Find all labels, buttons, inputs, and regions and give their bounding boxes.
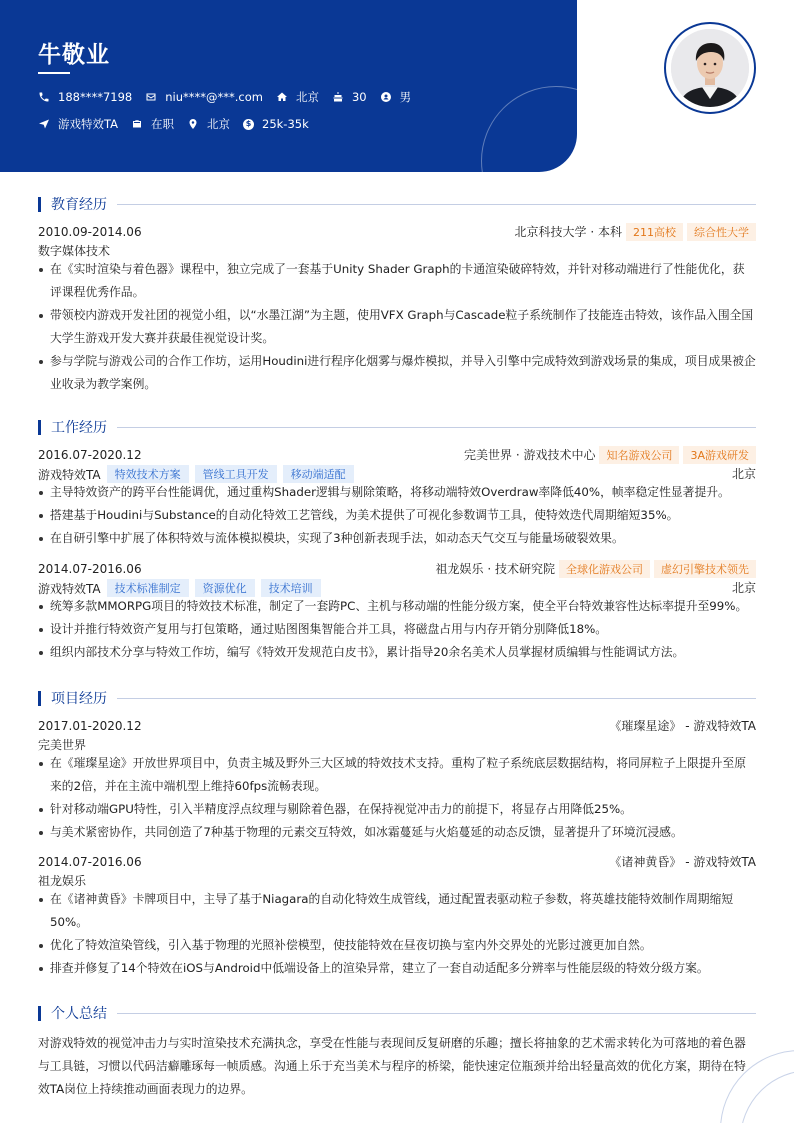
work-bullet-list — [38, 595, 756, 664]
education-entry-header — [38, 223, 756, 240]
list-item: 针对移动端GPU特性，引入半精度浮点纹理与剔除着色器，在保持视觉冲击力的前提下，将显存占用降低25%。 — [38, 798, 756, 821]
list-item: 搭建基于Houdini与Substance的自动化特效工艺管线，为美术提供了可视化参数调节工具，使特效迭代周期缩短35%。 — [38, 504, 756, 527]
resume-header — [0, 0, 577, 172]
section-title: 项目经历 — [51, 691, 107, 707]
project-bullet-list — [38, 752, 756, 844]
section-divider — [117, 204, 756, 205]
avatar-frame — [664, 22, 756, 114]
projects-section-header — [38, 689, 756, 707]
send-icon — [38, 118, 50, 130]
email-address: niu****@***.com — [165, 90, 263, 104]
company-tag: 知名游戏公司 — [599, 446, 679, 464]
section-marker — [38, 420, 41, 435]
expected-salary: 25k-35k — [262, 117, 309, 131]
phone-number: 188****7198 — [58, 90, 133, 104]
company-tag: 虚幻引擎技术领先 — [654, 560, 756, 578]
salary-item — [243, 117, 309, 131]
section-marker — [38, 1006, 41, 1021]
list-item: 统筹多款MMORPG项目的特效技术标准，制定了一套跨PC、主机与移动端的性能分级方案，使全平台特效兼容性达标率提升至99%。 — [38, 595, 756, 618]
age: 30 — [351, 90, 367, 104]
list-item: 主导特效资产的跨平台性能调优，通过重构Shader逻辑与剔除策略，将移动端特效Overdraw率降低40%，帧率稳定性显著提升。 — [38, 481, 756, 504]
skill-tag: 移动端适配 — [283, 465, 354, 483]
contact-info-row — [38, 89, 424, 105]
phone-icon — [38, 91, 50, 103]
education-section-header — [38, 195, 756, 213]
section-title: 教育经历 — [51, 197, 107, 213]
education-major: 数字媒体技术 — [38, 244, 111, 258]
avatar — [671, 29, 749, 107]
school-tag: 211高校 — [626, 223, 683, 241]
education-date: 2010.09-2014.06 — [38, 224, 142, 239]
email-icon — [145, 91, 157, 103]
section-marker — [38, 691, 41, 706]
gender-item — [380, 89, 412, 105]
section-marker — [38, 197, 41, 212]
work-company-block — [436, 560, 756, 578]
skill-tag: 特效技术方案 — [107, 465, 189, 483]
list-item: 排查并修复了14个特效在iOS与Android中低端设备上的渲染异常，建立了一套自动适配多分辨率与性能层级的特效分级方案。 — [38, 957, 756, 980]
gender: 男 — [399, 90, 412, 104]
candidate-name: 牛敬业 — [38, 42, 110, 68]
job-role: 游戏特效TA — [38, 581, 101, 596]
work-city: 北京 — [731, 467, 756, 481]
project-date: 2014.07-2016.06 — [38, 854, 142, 869]
section-title: 个人总结 — [51, 1006, 107, 1022]
job-intention-row — [38, 116, 322, 132]
job-target: 游戏特效TA — [58, 117, 118, 131]
section-title: 工作经历 — [51, 420, 107, 436]
work-entry-header — [38, 560, 756, 577]
skill-tag: 技术培训 — [261, 579, 321, 597]
project-company: 完美世界 — [38, 738, 87, 752]
cake-icon — [332, 91, 344, 103]
company-name: 完美世界 · 游戏技术中心 — [464, 448, 596, 462]
work-city: 北京 — [731, 581, 756, 595]
personal-summary: 对游戏特效的视觉冲击力与实时渲染技术充满执念，享受在性能与表现间反复研磨的乐趣；擅长将抽象的艺术需求转化为可落地的着色器与工具链，习惯以代码洁癖雕琢每一帧质感。沟通上乐于充当美术与程序的桥梁，能快速定位瓶颈并给出轻量高效的优化方案，期待在特效TA岗位上持续推动画面表现力的边界。 — [38, 1036, 746, 1096]
list-item: 在《实时渲染与着色器》课程中，独立完成了一套基于Unity Shader Graph的卡通渲染破碎特效，并针对移动端进行了性能优化，获评课程优秀作品。 — [38, 258, 756, 304]
company-tag: 全球化游戏公司 — [559, 560, 650, 578]
list-item: 与美术紧密协作，共同创造了7种基于物理的元素交互特效，如冰霜蔓延与火焰蔓延的动态反馈，显著提升了环境沉浸感。 — [38, 821, 756, 844]
target-city-item — [187, 116, 230, 132]
briefcase-icon — [131, 118, 143, 130]
age-item — [332, 90, 367, 104]
location-item — [276, 89, 319, 105]
person-icon — [380, 91, 392, 103]
list-item: 在《诸神黄昏》卡牌项目中，主导了基于Niagara的自动化特效生成管线，通过配置表驱动粒子参数，将英雄技能特效制作周期缩短50%。 — [38, 888, 756, 934]
project-date: 2017.01-2020.12 — [38, 718, 142, 733]
project-entry-header — [38, 853, 756, 870]
portrait-illustration — [671, 29, 749, 107]
location: 北京 — [295, 90, 319, 104]
list-item: 在《璀璨星途》开放世界项目中，负责主城及野外三大区域的特效技术支持。重构了粒子系统底层数据结构，将同屏粒子上限提升至原来的2倍，并在主流中端机型上维持60fps流畅表现。 — [38, 752, 756, 798]
list-item: 带领校内游戏开发社团的视觉小组，以“水墨江湖”为主题，使用VFX Graph与Cascade粒子系统制作了技能连击特效，该作品入围全国大学生游戏开发大赛并获最佳视觉设计奖。 — [38, 304, 756, 350]
money-icon: $ — [243, 119, 254, 130]
employment-status: 在职 — [151, 117, 174, 131]
project-entry-header — [38, 717, 756, 734]
company-name: 祖龙娱乐 · 技术研究院 — [435, 562, 555, 576]
summary-section-header — [38, 1004, 756, 1022]
work-entry-header — [38, 446, 756, 463]
list-item: 设计并推行特效资产复用与打包策略，通过贴图图集智能合并工具，将磁盘占用与内存开销分别降低18%。 — [38, 618, 756, 641]
job-target-item — [38, 116, 118, 132]
header-decoration-circle — [481, 86, 577, 172]
project-bullet-list — [38, 888, 756, 980]
job-role: 游戏特效TA — [38, 467, 101, 482]
project-company: 祖龙娱乐 — [38, 874, 87, 888]
section-divider — [117, 698, 756, 699]
section-divider — [117, 427, 756, 428]
list-item: 组织内部技术分享与特效工作坊，编写《特效开发规范白皮书》，累计指导20余名美术人员掌握材质编辑与性能调试方法。 — [38, 641, 756, 664]
section-divider — [117, 1013, 756, 1014]
school-tag: 综合性大学 — [687, 223, 756, 241]
list-item: 优化了特效渲染管线，引入基于物理的光照补偿模型，使技能特效在昼夜切换与室内外交界处的光影过渡更加自然。 — [38, 934, 756, 957]
home-icon — [276, 91, 288, 103]
work-bullet-list — [38, 481, 756, 550]
phone-item — [38, 90, 132, 104]
skill-tag: 技术标准制定 — [107, 579, 189, 597]
target-city: 北京 — [207, 117, 230, 131]
work-date: 2016.07-2020.12 — [38, 447, 142, 462]
list-item: 在自研引擎中扩展了体积特效与流体模拟模块，实现了3种创新表现手法，如动态天气交互与能量场破裂效果。 — [38, 527, 756, 550]
work-date: 2014.07-2016.06 — [38, 561, 142, 576]
status-item — [131, 116, 174, 132]
work-section-header — [38, 418, 756, 436]
list-item: 参与学院与游戏公司的合作工作坊，运用Houdini进行程序化烟雾与爆炸模拟，并导入引擎中完成特效到游戏场景的集成，项目成果被企业收录为教学案例。 — [38, 350, 756, 396]
project-title: 《诸神黄昏》 - 游戏特效TA — [609, 855, 756, 869]
skill-tag: 管线工具开发 — [195, 465, 277, 483]
skill-tag: 资源优化 — [195, 579, 255, 597]
education-bullet-list — [38, 258, 756, 396]
education-school-block — [515, 223, 756, 241]
map-pin-icon — [187, 118, 199, 130]
name-underline — [38, 72, 70, 74]
work-company-block — [464, 446, 756, 464]
email-item — [145, 90, 263, 104]
project-title: 《璀璨星途》 - 游戏特效TA — [609, 719, 756, 733]
school-name: 北京科技大学 · 本科 — [514, 225, 622, 239]
company-tag: 3A游戏研发 — [683, 446, 756, 464]
